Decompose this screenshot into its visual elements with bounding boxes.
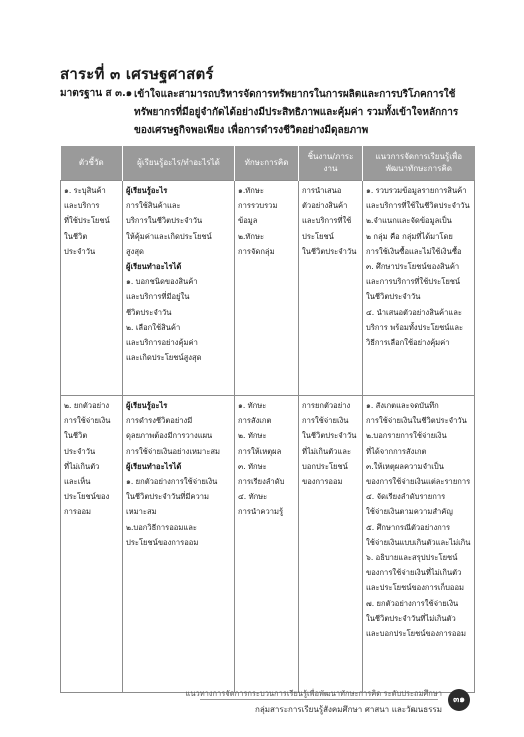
cell-skill — [235, 181, 299, 396]
table-row — [61, 181, 475, 396]
cell-line: ๓. ทักษะ — [238, 461, 267, 471]
cell-line: ในชีวิตประจำวัน — [302, 431, 357, 441]
cell-line: ตัวอย่างสินค้า — [302, 201, 348, 211]
cell-task — [299, 181, 363, 396]
cell-line: การยกตัวอย่าง — [302, 401, 351, 410]
cell-line: การดำรงชีวิตอย่างมี — [126, 416, 193, 426]
cell-line: ๑. บอกชนิดของสินค้า — [126, 277, 198, 287]
cell-line: การใช้จ่ายเงินอย่างเหมาะสม — [126, 446, 221, 456]
footer-subject-group: กลุ่มสาระการเรียนรู้สังคมศึกษา ศาสนา และวัฒนธรรม — [255, 705, 442, 714]
cell-line: และบริการ — [64, 201, 100, 211]
cell-line: ๒. ยกตัวอย่าง — [64, 401, 110, 410]
footer-series-title: แนวทางการจัดการกระบวนการเรียนรู้เพื่อพัฒนาทักษะการคิด ระดับประถมศึกษา — [185, 689, 442, 698]
cell-line: การเรียงลำดับ — [238, 477, 285, 487]
cell-line: ๑. ทักษะ — [238, 401, 267, 410]
cell-line: การใช้สินค้าและ — [126, 201, 181, 211]
cell-line: ๔. จัดเรียงลำดับรายการ — [366, 492, 446, 502]
cell-line: ๑. ระบุสินค้า — [64, 186, 106, 195]
table-row — [61, 396, 475, 693]
cell-line: บริการในชีวิตประจำวัน — [126, 216, 203, 226]
cell-line: ประจำวัน — [64, 246, 96, 256]
cell-line: ๓. ศึกษาประโยชน์ของสินค้า — [366, 262, 460, 272]
cell-indicator — [61, 181, 123, 396]
cell-line: และบริการที่ใช้ในชีวิตประจำวัน — [366, 201, 470, 211]
cell-line: ในชีวิตประจำวันที่ไม่เกินตัว — [366, 613, 456, 623]
cell-line: ผู้เรียนรู้อะไร — [126, 186, 168, 195]
cell-method — [363, 181, 475, 396]
cell-line: การใช้จ่ายเงิน — [302, 416, 349, 426]
cell-line: ในชีวิต — [64, 431, 88, 441]
header-method: แนวการจัดการเรียนรู้เพื่อพัฒนาทักษะการคิด — [363, 146, 475, 181]
cell-line: การจัดกลุ่ม — [238, 246, 275, 256]
cell-line: ของการออม — [302, 477, 343, 487]
cell-line: ประโยชน์ — [302, 231, 334, 241]
cell-line: การสังเกต — [238, 416, 272, 426]
standard-text: เข้าใจและสามารถบริหารจัดการทรัพยากรในการผลิตและการบริโภคการใช้ทรัพยากรที่มีอยู่จำกัดได้อย่างมีประสิทธิภาพและคุ้มค่า รวมทั้งเข้าใจหลักการของเศรษฐกิจพอเพียง เพื่อการดำรงชีวิตอย่างมีดุลยภาพ — [134, 89, 459, 136]
cell-line: ในชีวิตประจำวัน — [302, 246, 357, 256]
header-task: ชิ้นงาน/ภาระงาน — [299, 146, 363, 181]
cell-learn — [123, 396, 235, 693]
cell-line: การให้เหตุผล — [238, 446, 282, 456]
cell-line: เหมาะสม — [126, 507, 157, 517]
cell-line: ๑.ทักษะ — [238, 186, 264, 195]
cell-learn — [123, 181, 235, 396]
cell-line: ๖. อธิบายและสรุปประโยชน์ — [366, 553, 458, 563]
cell-line: วิธีการเลือกใช้อย่างคุ้มค่า — [366, 338, 450, 348]
curriculum-table — [60, 146, 475, 693]
cell-line: ที่ได้จากการสังเกต — [366, 446, 427, 456]
cell-line: การนำเสนอ — [302, 186, 342, 195]
cell-line: ๔. ทักษะ — [238, 492, 268, 502]
cell-line: ๑. รวบรวมข้อมูลรายการสินค้า — [366, 186, 467, 195]
cell-line: ๒. เลือกใช้สินค้า — [126, 322, 181, 332]
cell-line: ประโยชน์ของการออม — [126, 537, 199, 547]
cell-line: ประจำวัน — [64, 446, 96, 456]
cell-line: และบริการอย่างคุ้มค่า — [126, 338, 198, 348]
cell-line: และเห็น — [64, 477, 91, 487]
cell-line: ในชีวิตประจำวัน — [366, 292, 421, 302]
cell-line: การใช้จ่ายเงิน — [64, 416, 111, 426]
cell-method — [363, 396, 475, 693]
cell-line: ๒.ทักษะ — [238, 231, 265, 241]
cell-line: ๗. ยกตัวอย่างการใช้จ่ายเงิน — [366, 598, 459, 608]
cell-line: บอกประโยชน์ — [302, 461, 348, 471]
header-skill: ทักษะการคิด — [235, 146, 299, 181]
cell-line: ๒.จำแนกและจัดข้อมูลเป็น — [366, 216, 452, 226]
cell-line: ผู้เรียนรู้อะไร — [126, 401, 168, 410]
standard-label: มาตรฐาน ส ๓.๑ — [60, 88, 133, 99]
cell-line: และประโยชน์ของการเก็บออม — [366, 583, 465, 593]
cell-line: การนำความรู้ — [238, 507, 284, 517]
cell-line: ประโยชน์ของ — [64, 492, 110, 502]
cell-line: บริการ พร้อมทั้งประโยชน์และ — [366, 322, 464, 332]
cell-task — [299, 396, 363, 693]
cell-line: ๑. ยกตัวอย่างการใช้จ่ายเงิน — [126, 477, 218, 487]
page-title: สาระที่ ๓ เศรษฐศาสตร์ — [60, 65, 214, 83]
table-header-row — [61, 146, 475, 181]
cell-line: การใช้จ่ายเงินในชีวิตประจำวัน — [366, 416, 467, 426]
cell-line: และบริการที่ใช้ — [302, 216, 352, 226]
cell-line: ๒.บอกรายการใช้จ่ายเงิน — [366, 431, 447, 441]
cell-line: และบอกประโยชน์ของการออม — [366, 629, 466, 639]
cell-skill — [235, 396, 299, 693]
cell-line: ของการใช้จ่ายเงินที่ไม่เกินตัว — [366, 568, 462, 578]
cell-line: ของการใช้จ่ายเงินแต่ละรายการ — [366, 477, 471, 487]
cell-line: สูงสุด — [126, 246, 144, 256]
cell-line: ๕. ศึกษากรณีตัวอย่างการ — [366, 522, 451, 532]
cell-line: ๒. ทักษะ — [238, 431, 267, 441]
page-number: ๓๑ — [448, 689, 470, 711]
cell-line: ในชีวิต — [64, 231, 88, 241]
cell-indicator — [61, 396, 123, 693]
cell-line: ใช้จ่ายเงินแบบเกินตัวและไม่เกิน — [366, 537, 471, 547]
cell-line: ๑. สังเกตและจดบันทึก — [366, 401, 439, 410]
cell-line: ที่ใช้ประโยชน์ — [64, 216, 110, 226]
cell-line: ในชีวิตประจำวันที่มีความ — [126, 492, 210, 502]
cell-line: ให้คุ้มค่าและเกิดประโยชน์ — [126, 231, 212, 241]
cell-line: ๒.บอกวิธีการออมและ — [126, 522, 197, 532]
cell-line: ใช้จ่ายเงินตามความสำคัญ — [366, 507, 453, 517]
cell-line: และบริการที่มีอยู่ใน — [126, 292, 190, 302]
cell-line: ผู้เรียนทำอะไรได้ — [126, 262, 182, 272]
cell-line: การรวบรวม — [238, 201, 278, 211]
header-learn: ผู้เรียนรู้อะไร/ทำอะไรได้ — [123, 146, 235, 181]
cell-line: ๒ กลุ่ม คือ กลุ่มที่ได้มาโดย — [366, 231, 453, 241]
cell-line: ๔. นำเสนอตัวอย่างสินค้าและ — [366, 307, 462, 317]
cell-line: และเกิดประโยชน์สูงสุด — [126, 353, 202, 363]
cell-line: ที่ไม่เกินตัว — [64, 461, 100, 471]
footer-divider — [200, 699, 438, 700]
cell-line: การออม — [64, 507, 92, 517]
cell-line: ดุลยภาพต้องมีการวางแผน — [126, 431, 213, 441]
header-indicator: ตัวชี้วัด — [61, 146, 123, 181]
cell-line: และการบริการที่ใช้ประโยชน์ — [366, 277, 461, 287]
cell-line: การใช้เงินซื้อและไม่ใช้เงินซื้อ — [366, 246, 462, 256]
cell-line: ที่ไม่เกินตัวและ — [302, 446, 352, 456]
cell-line: ๓.ให้เหตุผลความจำเป็น — [366, 461, 444, 471]
cell-line: ข้อมูล — [238, 216, 258, 226]
cell-line: ผู้เรียนทำอะไรได้ — [126, 461, 182, 471]
cell-line: ชีวิตประจำวัน — [126, 307, 172, 317]
